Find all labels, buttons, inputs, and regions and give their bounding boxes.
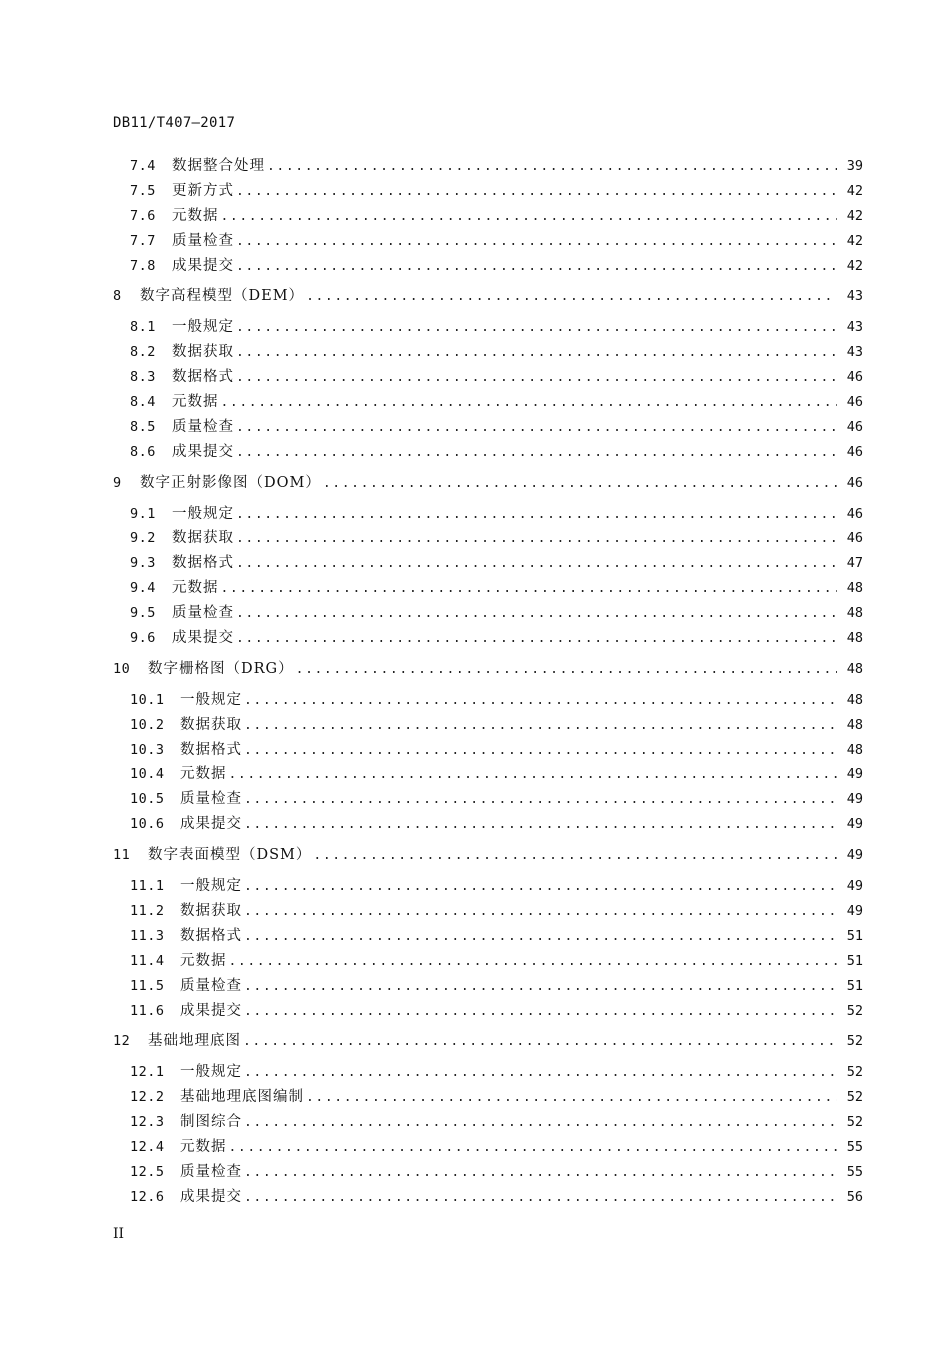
toc-entry-title: 成果提交 <box>172 630 234 647</box>
toc-entry-number: 10 <box>113 660 131 677</box>
toc-entry-number: 9 <box>113 474 122 491</box>
toc-entry-title: 数字栅格图（DRG） <box>148 660 294 677</box>
toc-entry-number: 8.2 <box>130 344 156 361</box>
toc-entry-title: 数据获取 <box>180 716 242 733</box>
toc-dot-leader <box>244 975 837 1000</box>
toc-entry-page-number: 49 <box>846 766 863 783</box>
document-code-header: DB11/T407—2017 <box>113 115 236 131</box>
toc-entry-page-number: 47 <box>846 555 863 572</box>
toc-dot-leader <box>236 441 837 466</box>
toc-entry-title: 更新方式 <box>172 182 234 199</box>
toc-entry-page-number: 42 <box>846 207 863 224</box>
toc-dot-leader <box>243 1030 837 1055</box>
toc-entry-title: 数据格式 <box>180 741 242 758</box>
toc-entry-title: 成果提交 <box>180 816 242 833</box>
toc-section-entry[interactable] <box>113 254 863 279</box>
toc-entry-page-number: 46 <box>846 369 863 386</box>
toc-entry-page-number: 52 <box>846 1002 863 1019</box>
toc-entry-title: 成果提交 <box>180 1188 242 1205</box>
toc-section-entry[interactable] <box>113 1160 863 1185</box>
toc-chapter-entry[interactable] <box>113 1029 863 1054</box>
toc-entry-number: 12.2 <box>130 1089 165 1106</box>
toc-entry-number: 10.3 <box>130 741 165 758</box>
toc-section-entry[interactable] <box>113 974 863 999</box>
toc-entry-number: 11.3 <box>130 927 165 944</box>
toc-section-entry[interactable] <box>113 576 863 601</box>
toc-entry-page-number: 49 <box>846 847 863 864</box>
toc-dot-leader <box>244 1161 837 1186</box>
toc-entry-page-number: 42 <box>846 182 863 199</box>
toc-entry-number: 8.4 <box>130 394 156 411</box>
toc-entry-page-number: 52 <box>846 1033 863 1050</box>
toc-entry-number: 8.3 <box>130 369 156 386</box>
toc-dot-leader <box>221 577 838 602</box>
toc-entry-title: 一般规定 <box>180 1064 242 1081</box>
toc-entry-title: 质量检查 <box>180 977 242 994</box>
toc-dot-leader <box>244 875 837 900</box>
toc-entry-page-number: 52 <box>846 1064 863 1081</box>
toc-chapter-entry[interactable] <box>113 657 863 682</box>
toc-entry-number: 9.1 <box>130 505 156 522</box>
toc-dot-leader <box>306 285 837 310</box>
toc-dot-leader <box>236 366 837 391</box>
toc-dot-leader <box>221 391 838 416</box>
table-of-contents <box>113 154 863 1210</box>
toc-entry-number: 12.4 <box>130 1138 165 1155</box>
toc-section-entry[interactable] <box>113 812 863 837</box>
toc-dot-leader <box>236 552 837 577</box>
toc-entry-page-number: 43 <box>846 344 863 361</box>
toc-entry-number: 7.6 <box>130 207 156 224</box>
toc-section-entry[interactable] <box>113 526 863 551</box>
toc-entry-title: 一般规定 <box>180 878 242 895</box>
toc-entry-page-number: 48 <box>846 605 863 622</box>
toc-entry-page-number: 48 <box>846 691 863 708</box>
toc-entry-title: 质量检查 <box>172 605 234 622</box>
toc-entry-number: 12 <box>113 1033 131 1050</box>
toc-section-entry[interactable] <box>113 949 863 974</box>
toc-dot-leader <box>236 527 837 552</box>
toc-entry-number: 11.2 <box>130 902 165 919</box>
toc-entry-number: 12.1 <box>130 1064 165 1081</box>
toc-section-entry[interactable] <box>113 365 863 390</box>
toc-entry-title: 数据格式 <box>172 369 234 386</box>
toc-entry-number: 7.4 <box>130 158 156 174</box>
toc-entry-page-number: 51 <box>846 952 863 969</box>
toc-entry-page-number: 43 <box>846 319 863 336</box>
toc-section-entry[interactable] <box>113 340 863 365</box>
toc-entry-title: 基础地理底图 <box>148 1033 241 1050</box>
toc-entry-title: 成果提交 <box>180 1002 242 1019</box>
toc-dot-leader <box>244 925 837 950</box>
toc-entry-page-number: 49 <box>846 902 863 919</box>
toc-entry-title: 质量检查 <box>180 1163 242 1180</box>
toc-section-entry[interactable] <box>113 551 863 576</box>
toc-dot-leader <box>244 900 837 925</box>
toc-dot-leader <box>236 316 837 341</box>
toc-entry-page-number: 49 <box>846 878 863 895</box>
toc-chapter-entry[interactable] <box>113 843 863 868</box>
toc-section-entry[interactable] <box>113 440 863 465</box>
toc-entry-title: 数据格式 <box>180 927 242 944</box>
toc-section-entry[interactable] <box>113 390 863 415</box>
toc-section-entry[interactable] <box>113 713 863 738</box>
toc-entry-title: 数字表面模型（DSM） <box>148 847 312 864</box>
toc-dot-leader <box>236 503 837 528</box>
toc-entry-number: 12.6 <box>130 1188 165 1205</box>
page-number-footer: II <box>113 1226 125 1242</box>
toc-dot-leader <box>229 763 838 788</box>
toc-dot-leader <box>244 714 837 739</box>
toc-entry-title: 成果提交 <box>172 257 234 274</box>
toc-entry-number: 7.8 <box>130 257 156 274</box>
toc-entry-title: 质量检查 <box>172 232 234 249</box>
toc-entry-number: 11 <box>113 847 131 864</box>
toc-entry-number: 9.6 <box>130 630 156 647</box>
toc-entry-page-number: 42 <box>846 257 863 274</box>
toc-entry-number: 8.6 <box>130 443 156 460</box>
toc-chapter-entry[interactable] <box>113 471 863 496</box>
toc-dot-leader <box>236 416 837 441</box>
toc-entry-title: 元数据 <box>172 394 219 411</box>
toc-section-entry[interactable] <box>113 229 863 254</box>
toc-section-entry[interactable] <box>113 502 863 527</box>
toc-entry-number: 9.2 <box>130 530 156 547</box>
toc-entry-title: 元数据 <box>180 766 227 783</box>
toc-entry-title: 元数据 <box>180 952 227 969</box>
toc-dot-leader <box>236 627 837 652</box>
toc-entry-number: 8.1 <box>130 319 156 336</box>
toc-entry-number: 10.1 <box>130 691 165 708</box>
toc-entry-number: 9.4 <box>130 580 156 597</box>
toc-section-entry[interactable] <box>113 1185 863 1210</box>
toc-dot-leader <box>306 1086 837 1111</box>
toc-entry-title: 数据获取 <box>180 902 242 919</box>
toc-entry-page-number: 48 <box>846 630 863 647</box>
toc-entry-number: 9.3 <box>130 555 156 572</box>
toc-entry-number: 11.6 <box>130 1002 165 1019</box>
toc-entry-number: 7.7 <box>130 232 156 249</box>
toc-entry-number: 10.4 <box>130 766 165 783</box>
toc-dot-leader <box>244 739 837 764</box>
toc-entry-page-number: 46 <box>846 394 863 411</box>
toc-dot-leader <box>244 1186 837 1211</box>
toc-entry-page-number: 52 <box>846 1089 863 1106</box>
toc-entry-number: 10.2 <box>130 716 165 733</box>
toc-entry-number: 12.3 <box>130 1114 165 1131</box>
toc-entry-number: 8 <box>113 288 122 305</box>
toc-entry-title: 数据格式 <box>172 555 234 572</box>
toc-section-entry[interactable] <box>113 688 863 713</box>
toc-entry-page-number: 48 <box>846 580 863 597</box>
toc-entry-title: 元数据 <box>180 1138 227 1155</box>
toc-entry-page-number: 48 <box>846 716 863 733</box>
toc-entry-page-number: 51 <box>846 927 863 944</box>
toc-dot-leader <box>313 844 837 869</box>
toc-dot-leader <box>244 1111 837 1136</box>
toc-entry-page-number: 55 <box>846 1138 863 1155</box>
toc-entry-number: 9.5 <box>130 605 156 622</box>
toc-entry-title: 基础地理底图编制 <box>180 1089 304 1106</box>
toc-section-entry[interactable] <box>113 874 863 899</box>
toc-entry-page-number: 56 <box>846 1188 863 1205</box>
toc-dot-leader <box>244 813 837 838</box>
toc-section-entry[interactable] <box>113 738 863 763</box>
toc-entry-number: 10.6 <box>130 816 165 833</box>
toc-dot-leader <box>323 472 837 497</box>
toc-section-entry[interactable] <box>113 204 863 229</box>
toc-dot-leader <box>221 205 838 230</box>
toc-section-entry[interactable] <box>113 899 863 924</box>
toc-entry-number: 11.5 <box>130 977 165 994</box>
toc-entry-number: 12.5 <box>130 1163 165 1180</box>
toc-section-entry[interactable] <box>113 924 863 949</box>
toc-section-entry[interactable] <box>113 315 863 340</box>
toc-dot-leader <box>236 341 837 366</box>
toc-entry-page-number: 52 <box>846 1114 863 1131</box>
toc-section-entry[interactable] <box>113 1060 863 1085</box>
toc-entry-page-number: 48 <box>846 660 863 677</box>
toc-section-entry[interactable] <box>113 999 863 1024</box>
toc-entry-number: 7.5 <box>130 182 156 199</box>
toc-dot-leader <box>236 602 837 627</box>
toc-entry-page-number: 39 <box>846 158 863 174</box>
toc-dot-leader <box>244 1061 837 1086</box>
toc-dot-leader <box>267 155 837 180</box>
toc-entry-page-number: 55 <box>846 1163 863 1180</box>
toc-entry-number: 11.4 <box>130 952 165 969</box>
toc-dot-leader <box>229 1136 838 1161</box>
toc-dot-leader <box>244 1000 837 1025</box>
toc-entry-number: 8.5 <box>130 418 156 435</box>
toc-entry-page-number: 49 <box>846 791 863 808</box>
toc-entry-title: 质量检查 <box>180 791 242 808</box>
toc-section-entry[interactable] <box>113 154 863 179</box>
toc-entry-title: 一般规定 <box>172 319 234 336</box>
toc-dot-leader <box>236 180 837 205</box>
toc-dot-leader <box>244 689 837 714</box>
toc-dot-leader <box>236 255 837 280</box>
toc-section-entry[interactable] <box>113 1085 863 1110</box>
toc-entry-page-number: 51 <box>846 977 863 994</box>
toc-section-entry[interactable] <box>113 1110 863 1135</box>
toc-section-entry[interactable] <box>113 1135 863 1160</box>
toc-entry-page-number: 48 <box>846 741 863 758</box>
toc-section-entry[interactable] <box>113 787 863 812</box>
toc-section-entry[interactable] <box>113 179 863 204</box>
toc-entry-page-number: 43 <box>846 288 863 305</box>
toc-entry-title: 元数据 <box>172 207 219 224</box>
toc-entry-page-number: 49 <box>846 816 863 833</box>
toc-entry-title: 一般规定 <box>180 691 242 708</box>
toc-dot-leader <box>296 658 837 683</box>
toc-dot-leader <box>244 788 837 813</box>
toc-section-entry[interactable] <box>113 601 863 626</box>
toc-section-entry[interactable] <box>113 415 863 440</box>
toc-entry-number: 10.5 <box>130 791 165 808</box>
toc-entry-title: 数字高程模型（DEM） <box>140 288 305 305</box>
toc-entry-page-number: 46 <box>846 530 863 547</box>
toc-chapter-entry[interactable] <box>113 284 863 309</box>
toc-section-entry[interactable] <box>113 762 863 787</box>
toc-entry-title: 数字正射影像图（DOM） <box>140 474 321 491</box>
toc-entry-title: 数据获取 <box>172 530 234 547</box>
toc-entry-title: 数据整合处理 <box>172 158 265 174</box>
toc-entry-title: 数据获取 <box>172 344 234 361</box>
toc-entry-title: 制图综合 <box>180 1114 242 1131</box>
toc-entry-number: 11.1 <box>130 878 165 895</box>
toc-entry-title: 一般规定 <box>172 505 234 522</box>
toc-entry-title: 元数据 <box>172 580 219 597</box>
toc-entry-title: 成果提交 <box>172 443 234 460</box>
toc-dot-leader <box>229 950 838 975</box>
toc-section-entry[interactable] <box>113 626 863 651</box>
toc-entry-page-number: 42 <box>846 232 863 249</box>
toc-entry-page-number: 46 <box>846 505 863 522</box>
toc-entry-page-number: 46 <box>846 418 863 435</box>
toc-entry-page-number: 46 <box>846 443 863 460</box>
toc-dot-leader <box>236 230 837 255</box>
toc-entry-page-number: 46 <box>846 474 863 491</box>
toc-entry-title: 质量检查 <box>172 418 234 435</box>
